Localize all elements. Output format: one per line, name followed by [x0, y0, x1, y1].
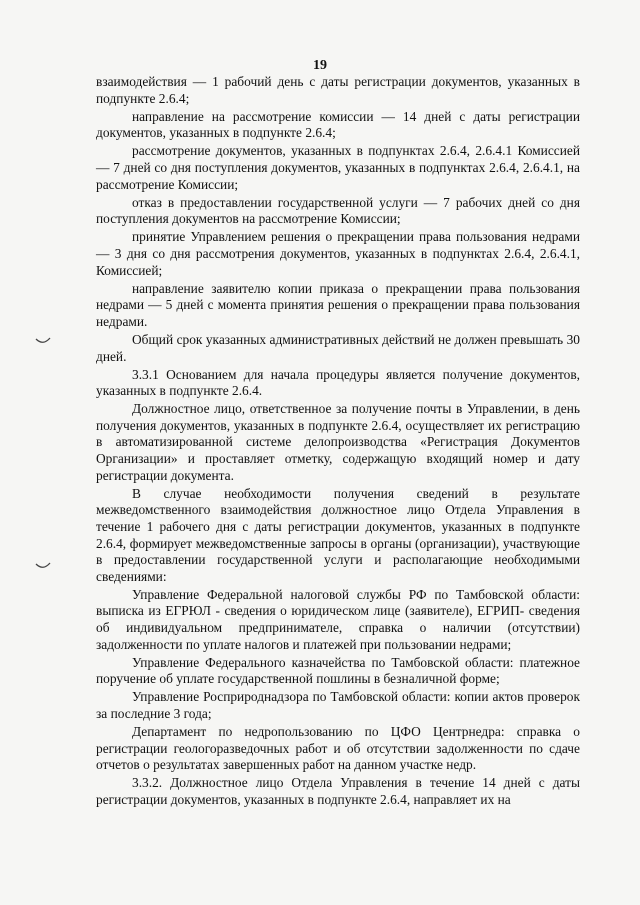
paragraph: Должностное лицо, ответственное за получение почты в Управлении, в день получения документов, указанных в подпункте 2.6.4, осуществляет их регистрацию в автоматизированной системе делопроизводства «Регистрация Документов Организации» и проставляет отметку, содержащую входящий номер и дату регистрации документа.	[96, 401, 580, 483]
document-body	[96, 74, 580, 810]
paragraph: Управление Федеральной налоговой службы РФ по Тамбовской области: выписка из ЕГРЮЛ - сведения о юридическом лице (заявителе), ЕГРИП- сведения об индивидуальном предпринимателе, справка о наличии (отсутствии) задолженности по уплате налогов и платежей при пользовании недрами;	[96, 586, 580, 652]
paragraph: 3.3.2. Должностное лицо Отдела Управления в течение 14 дней с даты регистрации документов, указанных в подпункте 2.6.4, направляет их на	[96, 775, 580, 807]
paragraph: направление на рассмотрение комиссии — 14 дней с даты регистрации документов, указанных в подпункте 2.6.4;	[96, 108, 580, 141]
margin-mark	[35, 337, 51, 345]
paragraph: взаимодействия — 1 рабочий день с даты регистрации документов, указанных в подпункте 2.6.4;	[96, 74, 580, 106]
paragraph: Управление Росприроднадзора по Тамбовской области: копии актов проверок за последние 3 года;	[96, 689, 580, 721]
page-number: 19	[313, 58, 327, 73]
paragraph: В случае необходимости получения сведений в результате межведомственного взаимодействия должностное лицо Отдела Управления в течение 1 рабочего дня с даты регистрации документов, указанных в подпункте 2.6.4, формирует межведомственные запросы в органы (организации), участвующие в предоставлении государственной услуги и располагающие необходимыми сведениями:	[96, 485, 580, 584]
paragraph: рассмотрение документов, указанных в подпунктах 2.6.4, 2.6.4.1 Комиссией — 7 дней со дня поступления документов, указанных в подпунктах 2.6.4, 2.6.4.1, на рассмотрение Комиссии;	[96, 143, 580, 192]
paragraph: Управление Федерального казначейства по Тамбовской области: платежное поручение об уплате государственной пошлины в безналичной форме;	[96, 654, 580, 687]
paragraph: отказ в предоставлении государственной услуги — 7 рабочих дней со дня поступления документов на рассмотрение Комиссии;	[96, 194, 580, 227]
paragraph: направление заявителю копии приказа о прекращении права пользования недрами — 5 дней с момента принятия решения о прекращении права пользования недрами.	[96, 280, 580, 329]
paragraph: принятие Управлением решения о прекращении права пользования недрами — 3 дня со дня рассмотрения документов, указанных в подпунктах 2.6.4, 2.6.4.1, Комиссией;	[96, 229, 580, 278]
paragraph: 3.3.1 Основанием для начала процедуры является получение документов, указанных в подпункте 2.6.4.	[96, 366, 580, 399]
paragraph: Департамент по недропользованию по ЦФО Центрнедра: справка о регистрации геологоразведочных работ и об отсутствии задолженности по сдаче отчетов о результатах завершенных работ на данном участке недр.	[96, 724, 580, 773]
margin-mark	[35, 562, 51, 570]
paragraph: Общий срок указанных административных действий не должен превышать 30 дней.	[96, 331, 580, 364]
